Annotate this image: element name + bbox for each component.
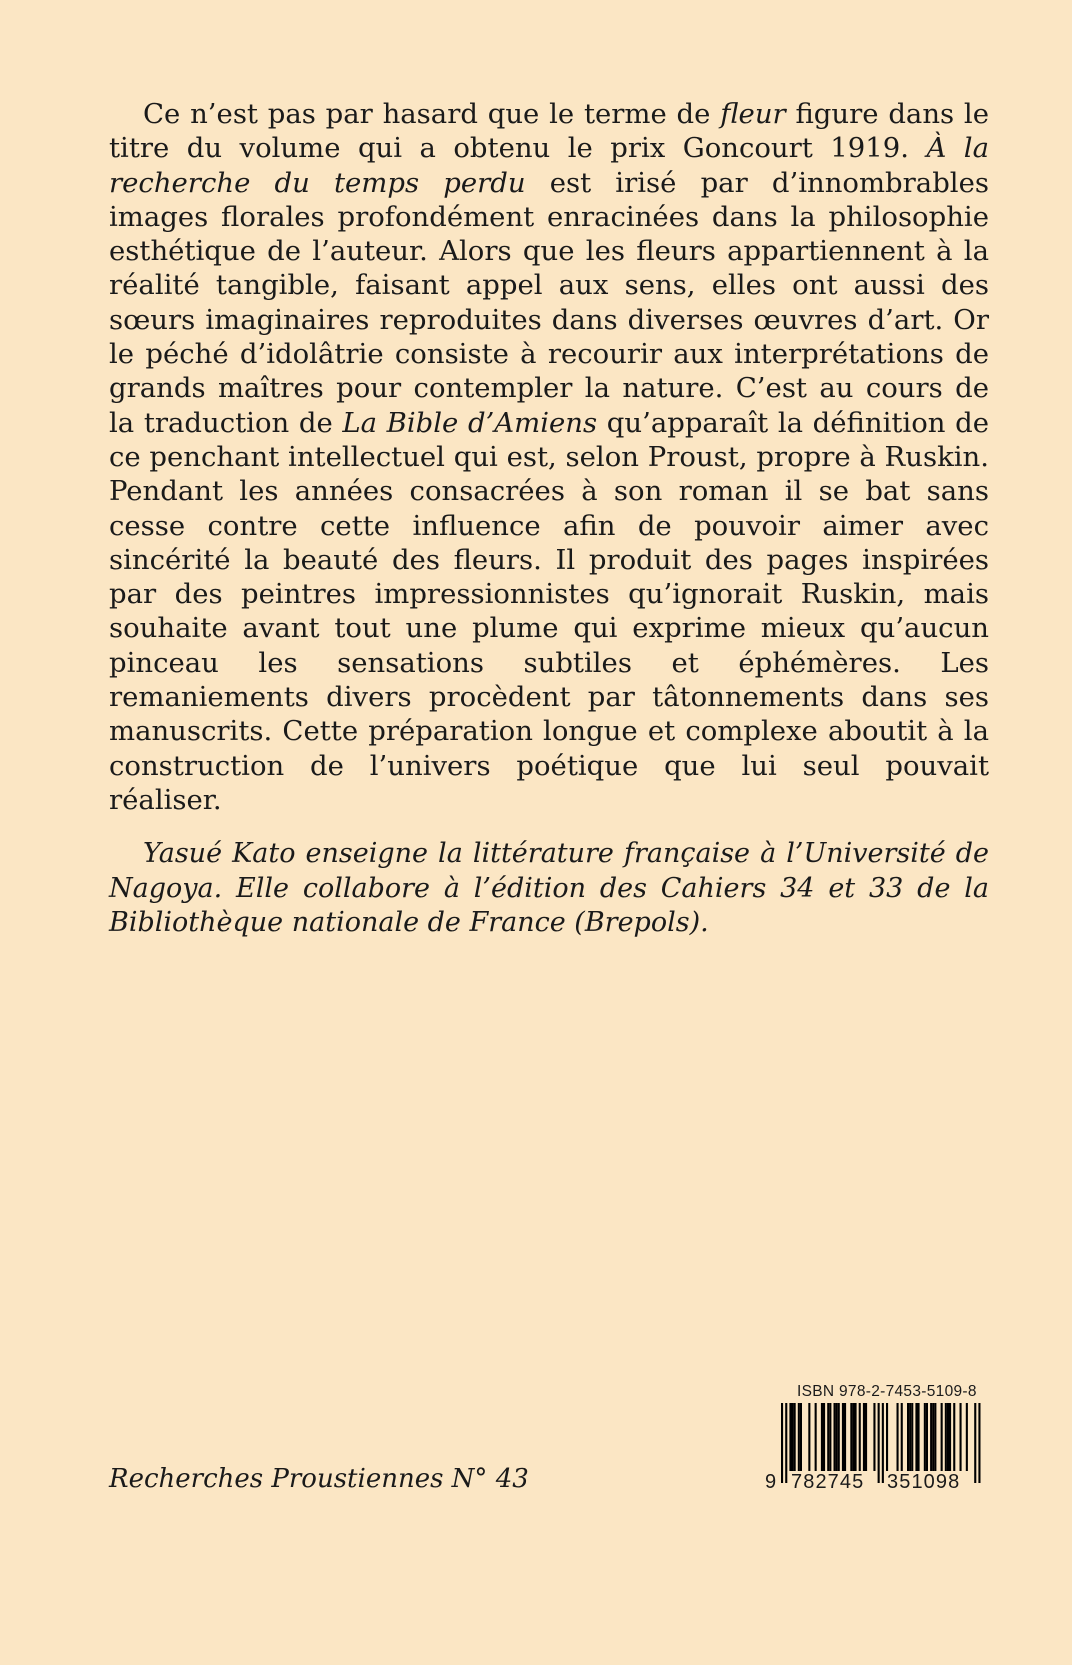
- barcode-bar: [934, 1403, 936, 1471]
- barcode-bar: [821, 1403, 823, 1471]
- barcode-bar: [949, 1403, 951, 1471]
- barcode-bar: [836, 1403, 838, 1471]
- barcode-bar: [911, 1403, 913, 1471]
- blurb-text-2: figure dans le titre du volume qui a obtenu le prix Goncourt 1919.: [109, 98, 989, 165]
- cover-blurb: [109, 97, 989, 817]
- barcode-bar: [827, 1403, 829, 1471]
- barcode-bar: [844, 1403, 846, 1471]
- barcode-bar: [941, 1403, 943, 1471]
- barcode-bar: [924, 1403, 926, 1471]
- barcode-bar: [800, 1403, 802, 1471]
- barcode-bar: [930, 1403, 932, 1471]
- barcode-bar: [789, 1403, 791, 1471]
- barcode-bar: [792, 1403, 794, 1471]
- barcode-bar: [909, 1403, 911, 1471]
- isbn-barcode: [765, 1383, 989, 1503]
- barcode-digits-left: 782745: [791, 1471, 865, 1493]
- barcode-bar: [907, 1403, 909, 1471]
- barcode-bar: [829, 1403, 831, 1471]
- barcode-bar: [808, 1403, 810, 1471]
- blurb-italic-title: À la recherche du temps perdu: [109, 132, 989, 199]
- barcode-bar: [886, 1403, 888, 1471]
- barcode-bar: [815, 1403, 817, 1471]
- series-title: Recherches Proustiennes N° 43: [109, 1464, 529, 1494]
- blurb-text-1: Ce n’est pas par hasard que le terme de: [143, 98, 721, 130]
- barcode-bar: [823, 1403, 825, 1471]
- barcode-bar: [953, 1403, 955, 1471]
- barcode-bar: [863, 1403, 865, 1471]
- blurb-italic-bible: La Bible d’Amiens: [342, 406, 598, 439]
- barcode-digits: [765, 1471, 989, 1493]
- blurb-text-3: est irisé par d’innombrables images florales profondément enracinées dans la philosophie esthétique de l’auteur. Alors que les fleurs appartiennent à la réalité tangible, faisant appel aux sens, elles ont aussi des sœurs imaginaires reproduites dans diverses œuvres d’art. Or le péché d’idolâtrie consiste à recourir aux interprétations de grands maîtres pour contempler la nature. C’est au cours de la traduction de: [109, 166, 989, 439]
- barcode-bar: [798, 1403, 800, 1471]
- blurb-text-4: qu’apparaît la définition de ce penchant intellectuel qui est, selon Proust, propre à Ruskin. Pendant les années consacrées à son roman il se bat sans cesse contre cette influence afin de pouvoir aimer avec sincérité la beauté des fleurs. Il produit des pages inspirées par des peintres impressionnistes qu’ignorait Ruskin, mais souhaite avant tout une plume qui exprime mieux qu’aucun pinceau les sensations subtiles et éphémères. Les remaniements divers procèdent par tâtonnements dans ses manuscrits. Cette préparation longue et complexe aboutit à la construction de l’univers poétique que lui seul pouvait réaliser.: [109, 406, 989, 816]
- barcode-bar: [901, 1403, 903, 1471]
- author-bio: Yasué Kato enseigne la littérature française à l’Université de Nagoya. Elle collabore à l’édition des Cahiers 34 et 33 de la Bibliothèque nationale de France (Brepols).: [109, 838, 989, 938]
- barcode-bar: [947, 1403, 949, 1471]
- barcode-bar: [945, 1403, 947, 1471]
- barcode-digit-first: 9: [765, 1471, 777, 1493]
- barcode-bar: [918, 1403, 920, 1471]
- barcode-bar: [794, 1403, 796, 1471]
- barcode-digits-right: 351098: [887, 1471, 961, 1493]
- barcode-bar: [873, 1403, 875, 1471]
- barcode-bar: [859, 1403, 861, 1471]
- barcode-bar: [838, 1403, 840, 1471]
- barcode-bar: [932, 1403, 934, 1471]
- barcode-bar: [897, 1403, 899, 1471]
- barcode-bar: [834, 1403, 836, 1471]
- blurb-italic-fleur: fleur: [720, 98, 786, 130]
- barcode-bar: [960, 1403, 962, 1471]
- isbn-label: ISBN 978-2-7453-5109-8: [797, 1383, 977, 1400]
- barcode-bar: [915, 1403, 917, 1471]
- barcode-bar: [926, 1403, 928, 1471]
- barcode-bar: [966, 1403, 968, 1471]
- barcode-bar: [865, 1403, 867, 1471]
- barcode-bar: [852, 1403, 854, 1471]
- barcode-bar: [850, 1403, 852, 1471]
- barcode-bar: [842, 1403, 844, 1471]
- barcode-bar: [855, 1403, 857, 1471]
